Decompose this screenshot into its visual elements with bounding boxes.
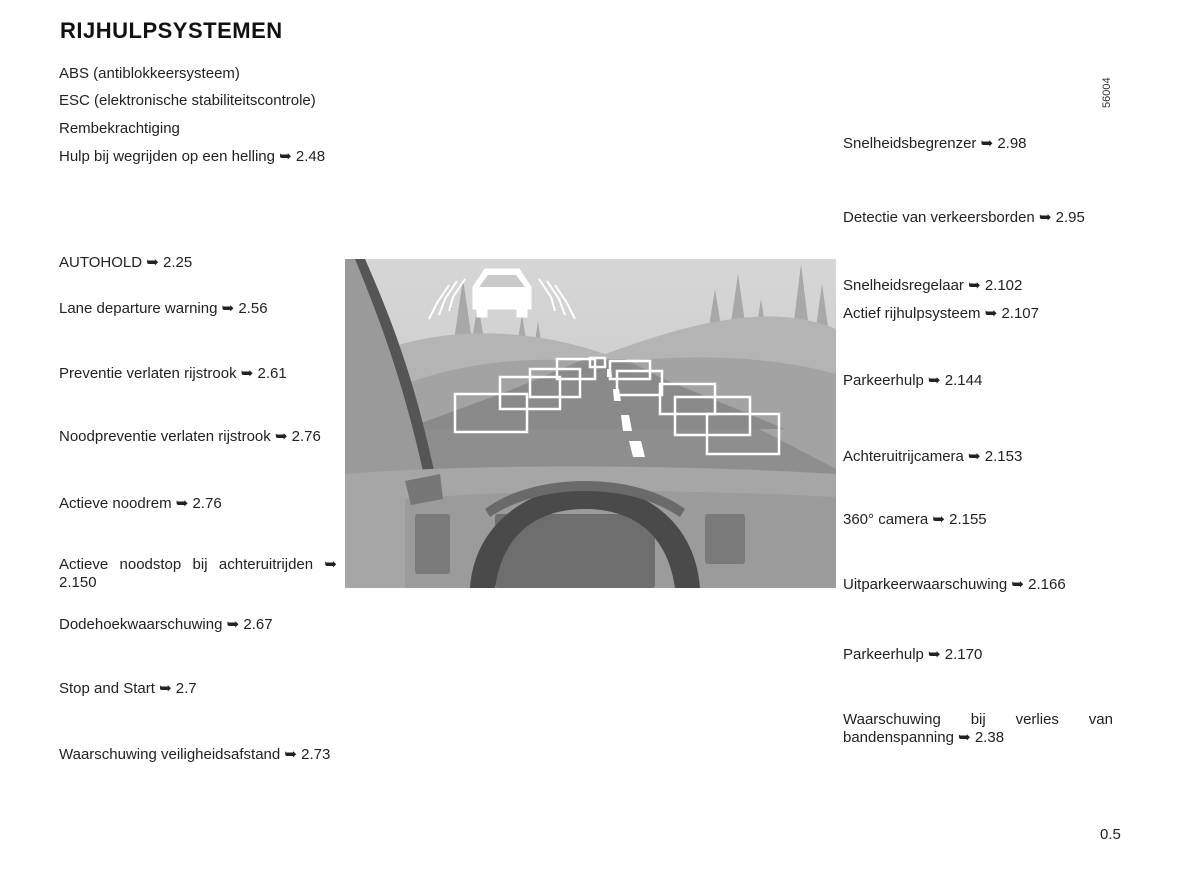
list-item-abs: ABS (antiblokkeersysteem) [59,65,240,82]
list-item-blind-spot: Dodehoekwaarschuwing ➥ 2.67 [59,616,273,633]
page-number: 0.5 [1100,826,1121,843]
list-item-reverse-brake: Actieve noodstop bij achteruitrijden ➥ 2.150 [59,556,337,591]
list-item-autohold: AUTOHOLD ➥ 2.25 [59,254,193,271]
list-item-360-camera: 360° camera ➥ 2.155 [843,511,987,528]
list-item-lane-departure: Lane departure warning ➥ 2.56 [59,300,268,317]
list-item-active-driver-assist: Actief rijhulpsysteem ➥ 2.107 [843,305,1039,322]
list-item-park-assist: Parkeerhulp ➥ 2.144 [843,372,983,389]
list-item-rear-camera: Achteruitrijcamera ➥ 2.153 [843,448,1023,465]
list-item-cruise-control: Snelheidsregelaar ➥ 2.102 [843,277,1023,294]
list-item-lane-keeping: Preventie verlaten rijstrook ➥ 2.61 [59,365,287,382]
list-item-hill-start: Hulp bij wegrijden op een helling ➥ 2.48 [59,148,326,165]
list-item-esc: ESC (elektronische stabiliteitscontrole) [59,92,316,109]
list-item-distance-warning: Waarschuwing veiligheidsafstand ➥ 2.73 [59,746,331,763]
list-item-park-assist-2: Parkeerhulp ➥ 2.170 [843,646,983,663]
driver-view-illustration [345,259,836,588]
page-title: RIJHULPSYSTEMEN [60,18,283,43]
list-item-emergency-brake: Actieve noodrem ➥ 2.76 [59,495,222,512]
list-item-stop-start: Stop and Start ➥ 2.7 [59,680,197,697]
list-item-speed-limiter: Snelheidsbegrenzer ➥ 2.98 [843,135,1027,152]
list-item-rembekrachtiging: Rembekrachtiging [59,120,180,137]
list-item-traffic-signs: Detectie van verkeersborden ➥ 2.95 [843,209,1085,226]
list-item-emergency-lane: Noodpreventie verlaten rijstrook ➥ 2.76 [59,428,321,445]
list-item-rear-cross-traffic: Uitparkeerwaarschuwing ➥ 2.166 [843,576,1066,593]
image-reference-code: 56004 [1101,77,1113,108]
list-item-tyre-pressure: Waarschuwing bij verlies van bandenspanning ➥ 2.38 [843,711,1113,746]
